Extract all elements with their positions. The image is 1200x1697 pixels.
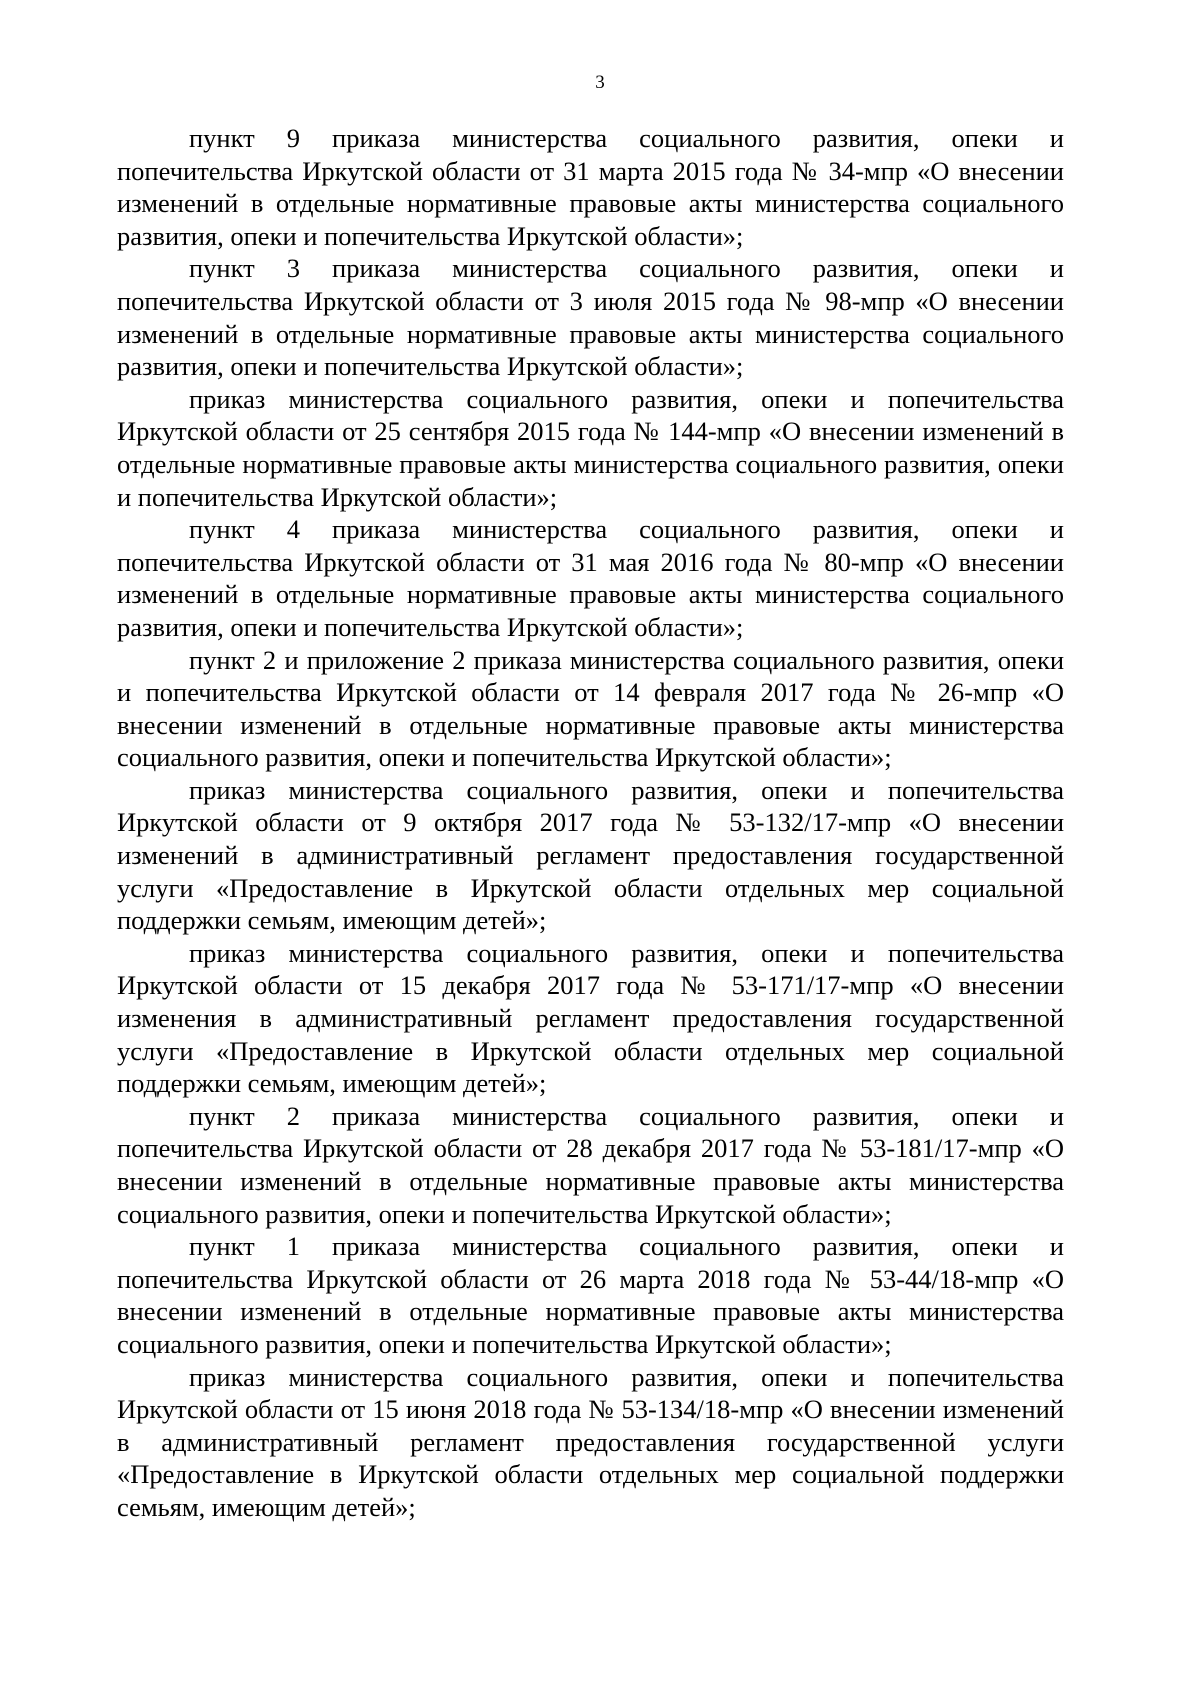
- paragraph: приказ министерства социального развития, опеки и попечительства Иркутской области от 15 июня 2018 года № 53-134/18-мпр «О внесении изменений в административный регламент предоставления государственной услуги «Предоставление в Иркутской области отдельных мер социальной поддержки семьям, имеющим детей»;: [117, 1361, 1064, 1522]
- paragraph: пункт 1 приказа министерства социального развития, опеки и попечительства Иркутской области от 26 марта 2018 года № 53-44/18-мпр «О внесении изменений в отдельные нормативные правовые акты министерства социального развития, опеки и попечительства Иркутской области»;: [117, 1231, 1064, 1359]
- document-body: [117, 122, 1064, 1524]
- paragraph: пункт 9 приказа министерства социального развития, опеки и попечительства Иркутской области от 31 марта 2015 года № 34-мпр «О внесении изменений в отдельные нормативные правовые акты министерства социального развития, опеки и попечительства Иркутской области»;: [117, 123, 1064, 251]
- paragraph: пункт 3 приказа министерства социального развития, опеки и попечительства Иркутской области от 3 июля 2015 года № 98-мпр «О внесении изменений в отдельные нормативные правовые акты министерства социального развития, опеки и попечительства Иркутской области»;: [117, 253, 1064, 382]
- paragraph: приказ министерства социального развития, опеки и попечительства Иркутской области от 15 декабря 2017 года № 53-171/17-мпр «О внесении изменения в административный регламент предоставления государственной услуги «Предоставление в Иркутской области отдельных мер социальной поддержки семьям, имеющим детей»;: [117, 937, 1064, 1099]
- paragraph: пункт 4 приказа министерства социального развития, опеки и попечительства Иркутской области от 31 мая 2016 года № 80-мпр «О внесении изменений в отдельные нормативные правовые акты министерства социального развития, опеки и попечительства Иркутской области»;: [117, 514, 1064, 642]
- paragraph: приказ министерства социального развития, опеки и попечительства Иркутской области от 9 октября 2017 года № 53-132/17-мпр «О внесении изменений в административный регламент предоставления государственной услуги «Предоставление в Иркутской области отдельных мер социальной поддержки семьям, имеющим детей»;: [117, 774, 1064, 936]
- page-number: 3: [595, 72, 605, 93]
- paragraph: приказ министерства социального развития, опеки и попечительства Иркутской области от 25 сентября 2015 года № 144-мпр «О внесении изменений в отдельные нормативные правовые акты министерства социального развития, опеки и попечительства Иркутской области»;: [117, 383, 1064, 512]
- paragraph: пункт 2 и приложение 2 приказа министерства социального развития, опеки и попечительства Иркутской области от 14 февраля 2017 года № 26-мпр «О внесении изменений в отдельные нормативные правовые акты министерства социального развития, опеки и попечительства Иркутской области»;: [117, 644, 1064, 773]
- paragraph: пункт 2 приказа министерства социального развития, опеки и попечительства Иркутской области от 28 декабря 2017 года № 53-181/17-мпр «О внесении изменений в отдельные нормативные правовые акты министерства социального развития, опеки и попечительства Иркутской области»;: [117, 1100, 1064, 1229]
